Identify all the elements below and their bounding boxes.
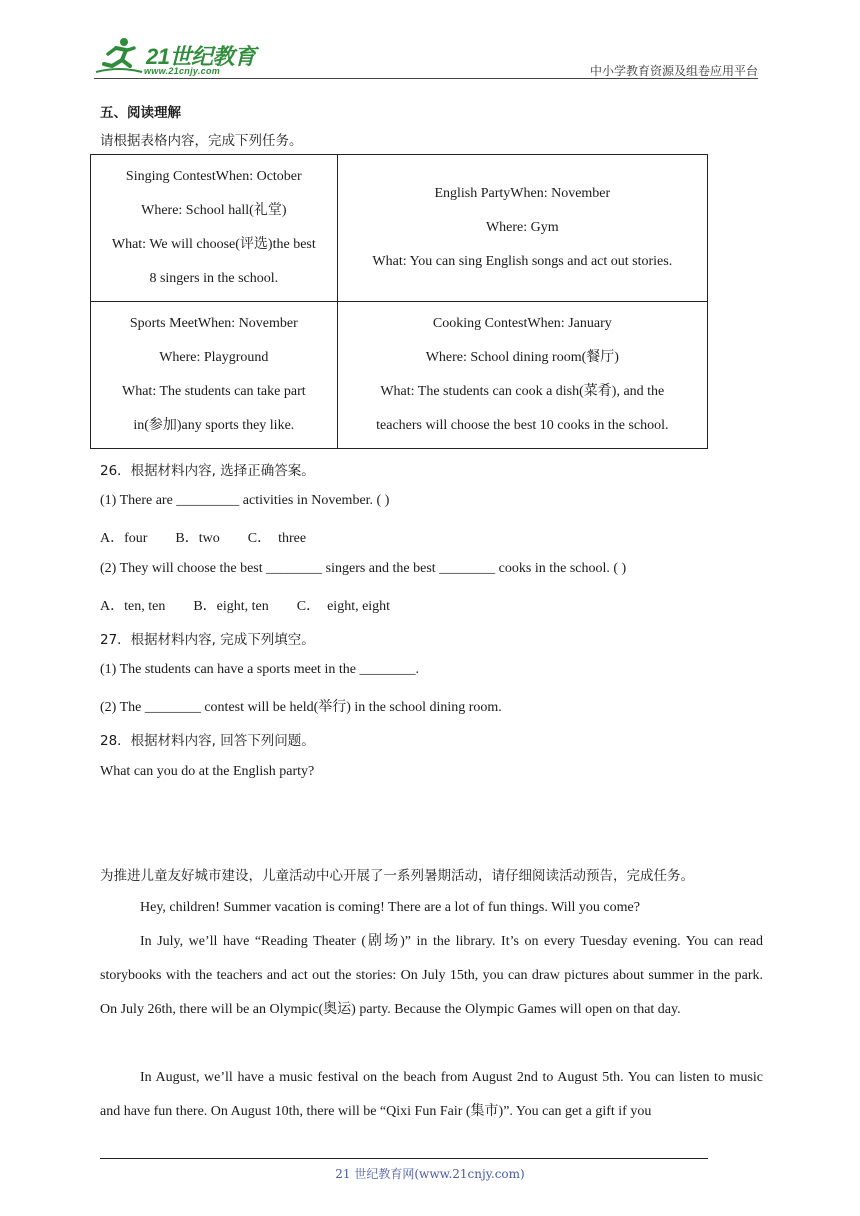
logo-url: www.21cnjy.com (144, 66, 221, 76)
question-27-2: (2) The ________ contest will be held(举行) in the school dining room. (100, 700, 502, 715)
footer-divider (100, 1158, 708, 1159)
table-row (91, 155, 708, 302)
table-cell-sports-meet: Sports MeetWhen: November Where: Playground What: The students can take part in(参加)any sports they like. (91, 302, 338, 449)
question-28-text: What can you do at the English party? (100, 764, 315, 779)
table-cell-singing-contest: Singing ContestWhen: October Where: School hall(礼堂) What: We will choose(评选)the best 8 singers in the school. (91, 155, 338, 302)
passage-intro: 为推进儿童友好城市建设，儿童活动中心开展了一系列暑期活动，请仔细阅读活动预告，完成任务。 (100, 868, 694, 884)
section-title: 五、阅读理解 (100, 105, 181, 121)
question-28-title: 28．根据材料内容, 回答下列问题。 (100, 733, 315, 749)
table-row (91, 302, 708, 449)
section-instruction: 请根据表格内容，完成下列任务。 (100, 133, 303, 149)
question-27-1: (1) The students can have a sports meet in the ________. (100, 662, 419, 677)
passage-paragraph-2: In July, we’ll have “Reading Theater (剧场)” in the library. It’s on every Tuesday evening. You can read storybooks with the teachers and act out the stories: On July 15th, you can draw pictures about summer in the park. On July 26th, there will be an Olympic(奥运) party. Because the Olympic Games will open on that day. (100, 934, 763, 1017)
question-26-title: 26．根据材料内容, 选择正确答案。 (100, 463, 315, 479)
logo-text: 21世纪教育 (146, 44, 256, 69)
header-divider (94, 78, 758, 79)
runner-logo-icon (94, 36, 144, 76)
passage-paragraph-3: In August, we’ll have a music festival on the beach from August 2nd to August 5th. You can listen to music and have fun there. On August 10th, there will be “Qixi Fun Fair (集市)”. You can get a gift if you (100, 1070, 763, 1119)
header-platform-label: 中小学教育资源及组卷应用平台 (589, 64, 758, 78)
question-26-1: (1) There are _________ activities in November. ( ) (100, 493, 390, 508)
table-cell-english-party: English PartyWhen: November Where: Gym What: You can sing English songs and act out stories. (337, 155, 707, 302)
question-26-2-options: A．ten, ten B．eight, ten C． eight, eight (100, 599, 391, 614)
page-header (94, 32, 758, 80)
table-cell-cooking-contest: Cooking ContestWhen: January Where: School dining room(餐厅) What: The students can cook a dish(菜肴), and the teachers will choose the best 10 cooks in the school. (337, 302, 707, 449)
question-26-1-options: A．four B．two C． three (100, 531, 307, 546)
passage-paragraph-1: Hey, children! Summer vacation is coming! There are a lot of fun things. Will you come? (140, 900, 640, 915)
activity-table (90, 154, 708, 449)
site-logo[interactable] (94, 36, 264, 76)
question-27-title: 27．根据材料内容, 完成下列填空。 (100, 632, 315, 648)
question-26-2: (2) They will choose the best ________ singers and the best ________ cooks in the school. ( ) (100, 561, 627, 576)
footer-site-link[interactable]: 21 世纪教育网(www.21cnjy.com) (335, 1167, 525, 1181)
